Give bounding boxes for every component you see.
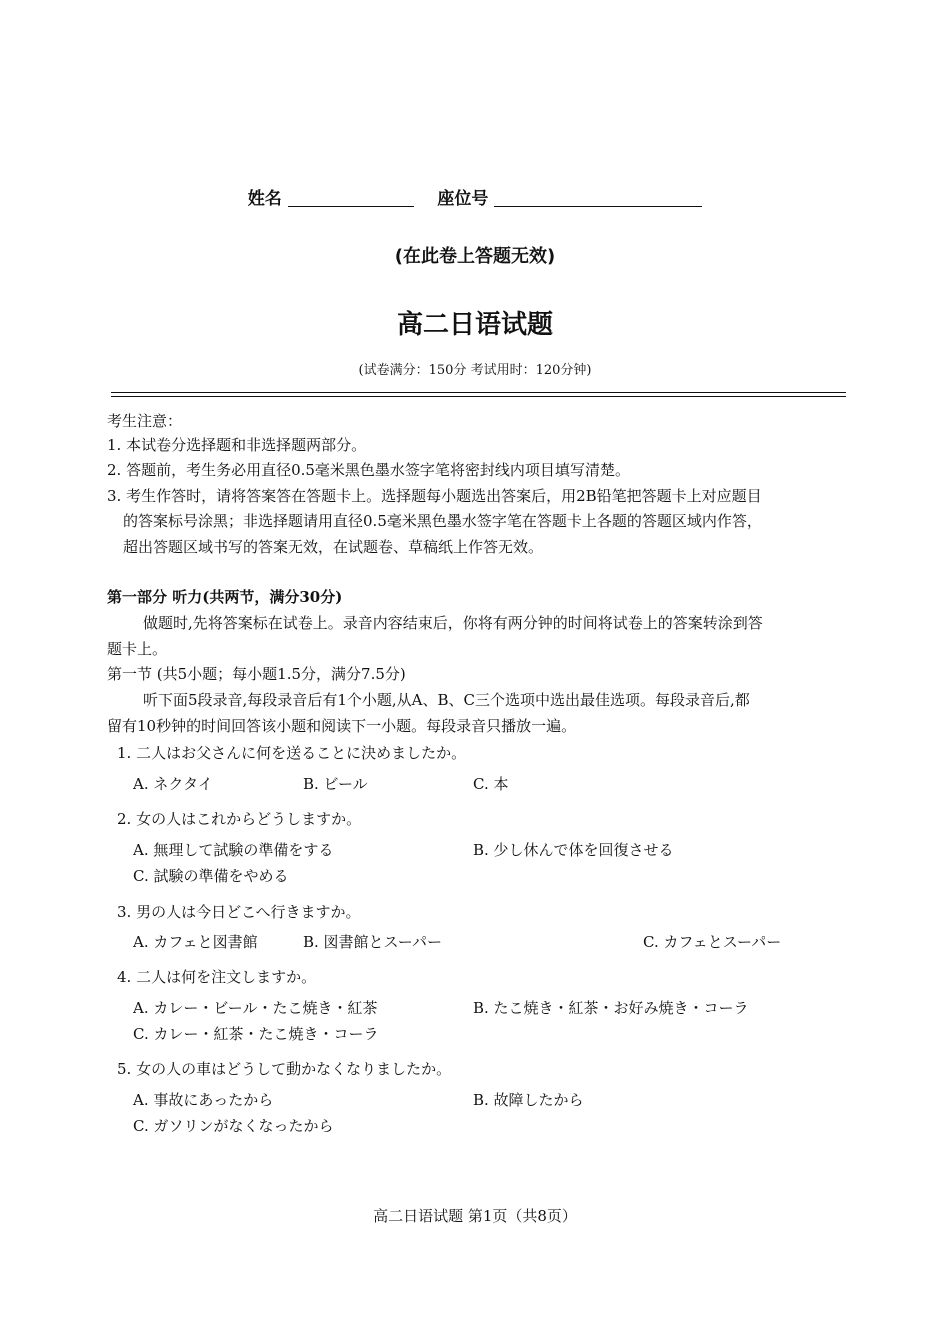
option-b: B. 少し休んで体を回復させる: [473, 841, 674, 859]
option-a: A. カレー・ビール・たこ焼き・紅茶: [133, 999, 378, 1017]
notice-item: 2. 答题前，考生务必用直径0.5毫米黑色墨水签字笔将密封线内项目填写清楚。: [107, 461, 630, 479]
part1-intro: 题卡上。: [107, 640, 168, 658]
invalid-warning: (在此卷上答题无效): [394, 246, 556, 267]
part1-intro: 做题时,先将答案标在试卷上。录音内容结束后，你将有两分钟的时间将试卷上的答案转涂到答: [143, 614, 763, 632]
option-b: B. 図書館とスーパー: [303, 933, 443, 951]
option-a: A. 無理して試験の準備をする: [133, 841, 334, 859]
question-stem: 1. 二人はお父さんに何を送ることに決めましたか。: [117, 744, 467, 762]
option-c: C. カレー・紅茶・たこ焼き・コーラ: [133, 1025, 379, 1043]
section-heading: 第一节 (共5小题；每小题1.5分，满分7.5分): [107, 665, 406, 683]
option-a: A. ネクタイ: [133, 775, 213, 793]
option-a: A. カフェと図書館: [133, 933, 258, 951]
option-b: B. ビール: [303, 775, 368, 793]
name-blank: [288, 188, 414, 207]
question-stem: 4. 二人は何を注文しますか。: [117, 968, 317, 986]
option-c: C. ガソリンがなくなったから: [133, 1117, 334, 1135]
question-stem: 3. 男の人は今日どこへ行きますか。: [117, 903, 361, 921]
option-b: B. たこ焼き・紅茶・お好み焼き・コーラ: [473, 999, 749, 1017]
notice-item: 1. 本试卷分选择题和非选择题两部分。: [107, 436, 367, 454]
section-intro: 留有10秒钟的时间回答该小题和阅读下一小题。每段录音只播放一遍。: [107, 717, 577, 735]
page-title: 高二日语试题: [396, 310, 553, 340]
candidate-info: [0, 184, 950, 209]
option-c: C. カフェとスーパー: [643, 933, 782, 951]
exam-subtitle: (试卷满分：150分 考试用时：120分钟): [358, 363, 592, 378]
option-c: C. 本: [473, 775, 509, 793]
divider-bottom: [111, 396, 846, 397]
page-footer: 高二日语试题 第1页（共8页）: [373, 1207, 577, 1225]
name-label: 姓名: [247, 189, 282, 209]
divider-top: [111, 392, 846, 393]
notice-item: 的答案标号涂黑；非选择题请用直径0.5毫米黑色墨水签字笔在答题卡上各题的答题区域内作答，: [123, 512, 762, 530]
option-b: B. 故障したから: [473, 1091, 584, 1109]
notice-heading: 考生注意：: [107, 412, 183, 430]
notice-item: 3. 考生作答时，请将答案答在答题卡上。选择题每小题选出答案后，用2B铅笔把答题卡上对应题目: [107, 487, 762, 505]
notice-item: 超出答题区域书写的答案无效，在试题卷、草稿纸上作答无效。: [123, 538, 544, 556]
section-intro: 听下面5段录音,每段录音后有1个小题,从A、B、C三个选项中选出最佳选项。每段录音后,都: [143, 691, 750, 709]
option-a: A. 事故にあったから: [133, 1091, 274, 1109]
seat-blank: [494, 188, 702, 207]
option-c: C. 試験の準備をやめる: [133, 867, 289, 885]
question-stem: 5. 女の人の車はどうして動かなくなりましたか。: [117, 1060, 452, 1078]
part1-heading: 第一部分 听力(共两节，满分30分): [107, 588, 343, 606]
question-stem: 2. 女の人はこれからどうしますか。: [117, 810, 362, 828]
seat-label: 座位号: [437, 189, 489, 209]
